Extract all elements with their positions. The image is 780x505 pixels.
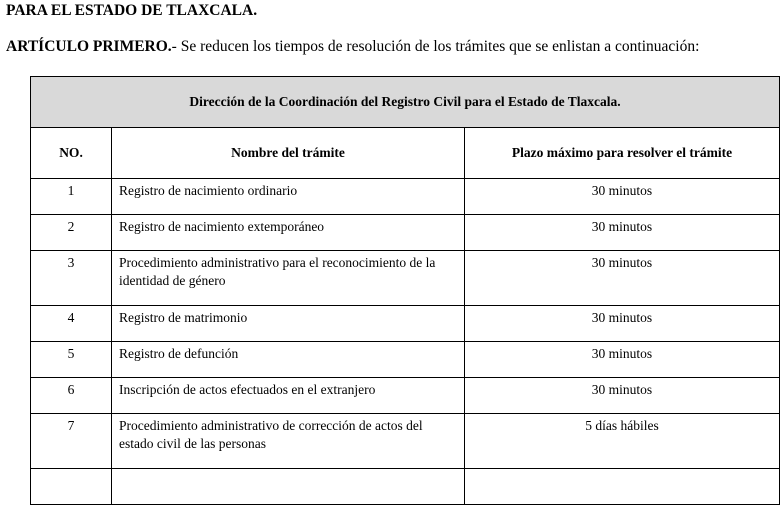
row-name: Registro de matrimonio bbox=[112, 306, 465, 342]
row-no: 5 bbox=[31, 342, 112, 378]
header-name: Nombre del trámite bbox=[112, 128, 465, 179]
row-plazo: 30 minutos bbox=[465, 342, 780, 378]
row-no: 4 bbox=[31, 306, 112, 342]
row-plazo: 30 minutos bbox=[465, 378, 780, 414]
table-row bbox=[31, 306, 780, 342]
header-no: NO. bbox=[31, 128, 112, 179]
row-name: Procedimiento administrativo para el reconocimiento de la identidad de género bbox=[112, 251, 465, 306]
row-plazo: 30 minutos bbox=[465, 306, 780, 342]
row-name: Registro de nacimiento ordinario bbox=[112, 179, 465, 215]
row-no: 6 bbox=[31, 378, 112, 414]
row-plazo: 30 minutos bbox=[465, 179, 780, 215]
table-row bbox=[31, 179, 780, 215]
row-name: Procedimiento administrativo de corrección de actos del estado civil de las personas bbox=[112, 414, 465, 469]
table-row bbox=[31, 215, 780, 251]
table-header-row bbox=[31, 128, 780, 179]
table-title-row bbox=[31, 77, 780, 128]
table-row bbox=[31, 378, 780, 414]
row-no: 2 bbox=[31, 215, 112, 251]
row-name: Registro de nacimiento extemporáneo bbox=[112, 215, 465, 251]
section-heading: PARA EL ESTADO DE TLAXCALA. bbox=[6, 2, 258, 19]
row-name: Registro de defunción bbox=[112, 342, 465, 378]
article-text: - Se reducen los tiempos de resolución de los trámites que se enlistan a continuación: bbox=[171, 38, 700, 55]
article-label: ARTÍCULO PRIMERO. bbox=[6, 38, 172, 55]
row-no: 7 bbox=[31, 414, 112, 469]
table-row-partial bbox=[31, 469, 780, 505]
row-no: 1 bbox=[31, 179, 112, 215]
table-row bbox=[31, 251, 780, 306]
row-no: 3 bbox=[31, 251, 112, 306]
row-plazo: 5 días hábiles bbox=[465, 414, 780, 469]
row-plazo: 30 minutos bbox=[465, 215, 780, 251]
table-row bbox=[31, 414, 780, 469]
row-plazo: 30 minutos bbox=[465, 251, 780, 306]
table-title: Dirección de la Coordinación del Registro Civil para el Estado de Tlaxcala. bbox=[31, 77, 780, 128]
row-name: Inscripción de actos efectuados en el extranjero bbox=[112, 378, 465, 414]
header-plazo: Plazo máximo para resolver el trámite bbox=[465, 128, 780, 179]
table-row bbox=[31, 342, 780, 378]
procedures-table bbox=[30, 76, 780, 505]
article-paragraph bbox=[6, 38, 699, 56]
